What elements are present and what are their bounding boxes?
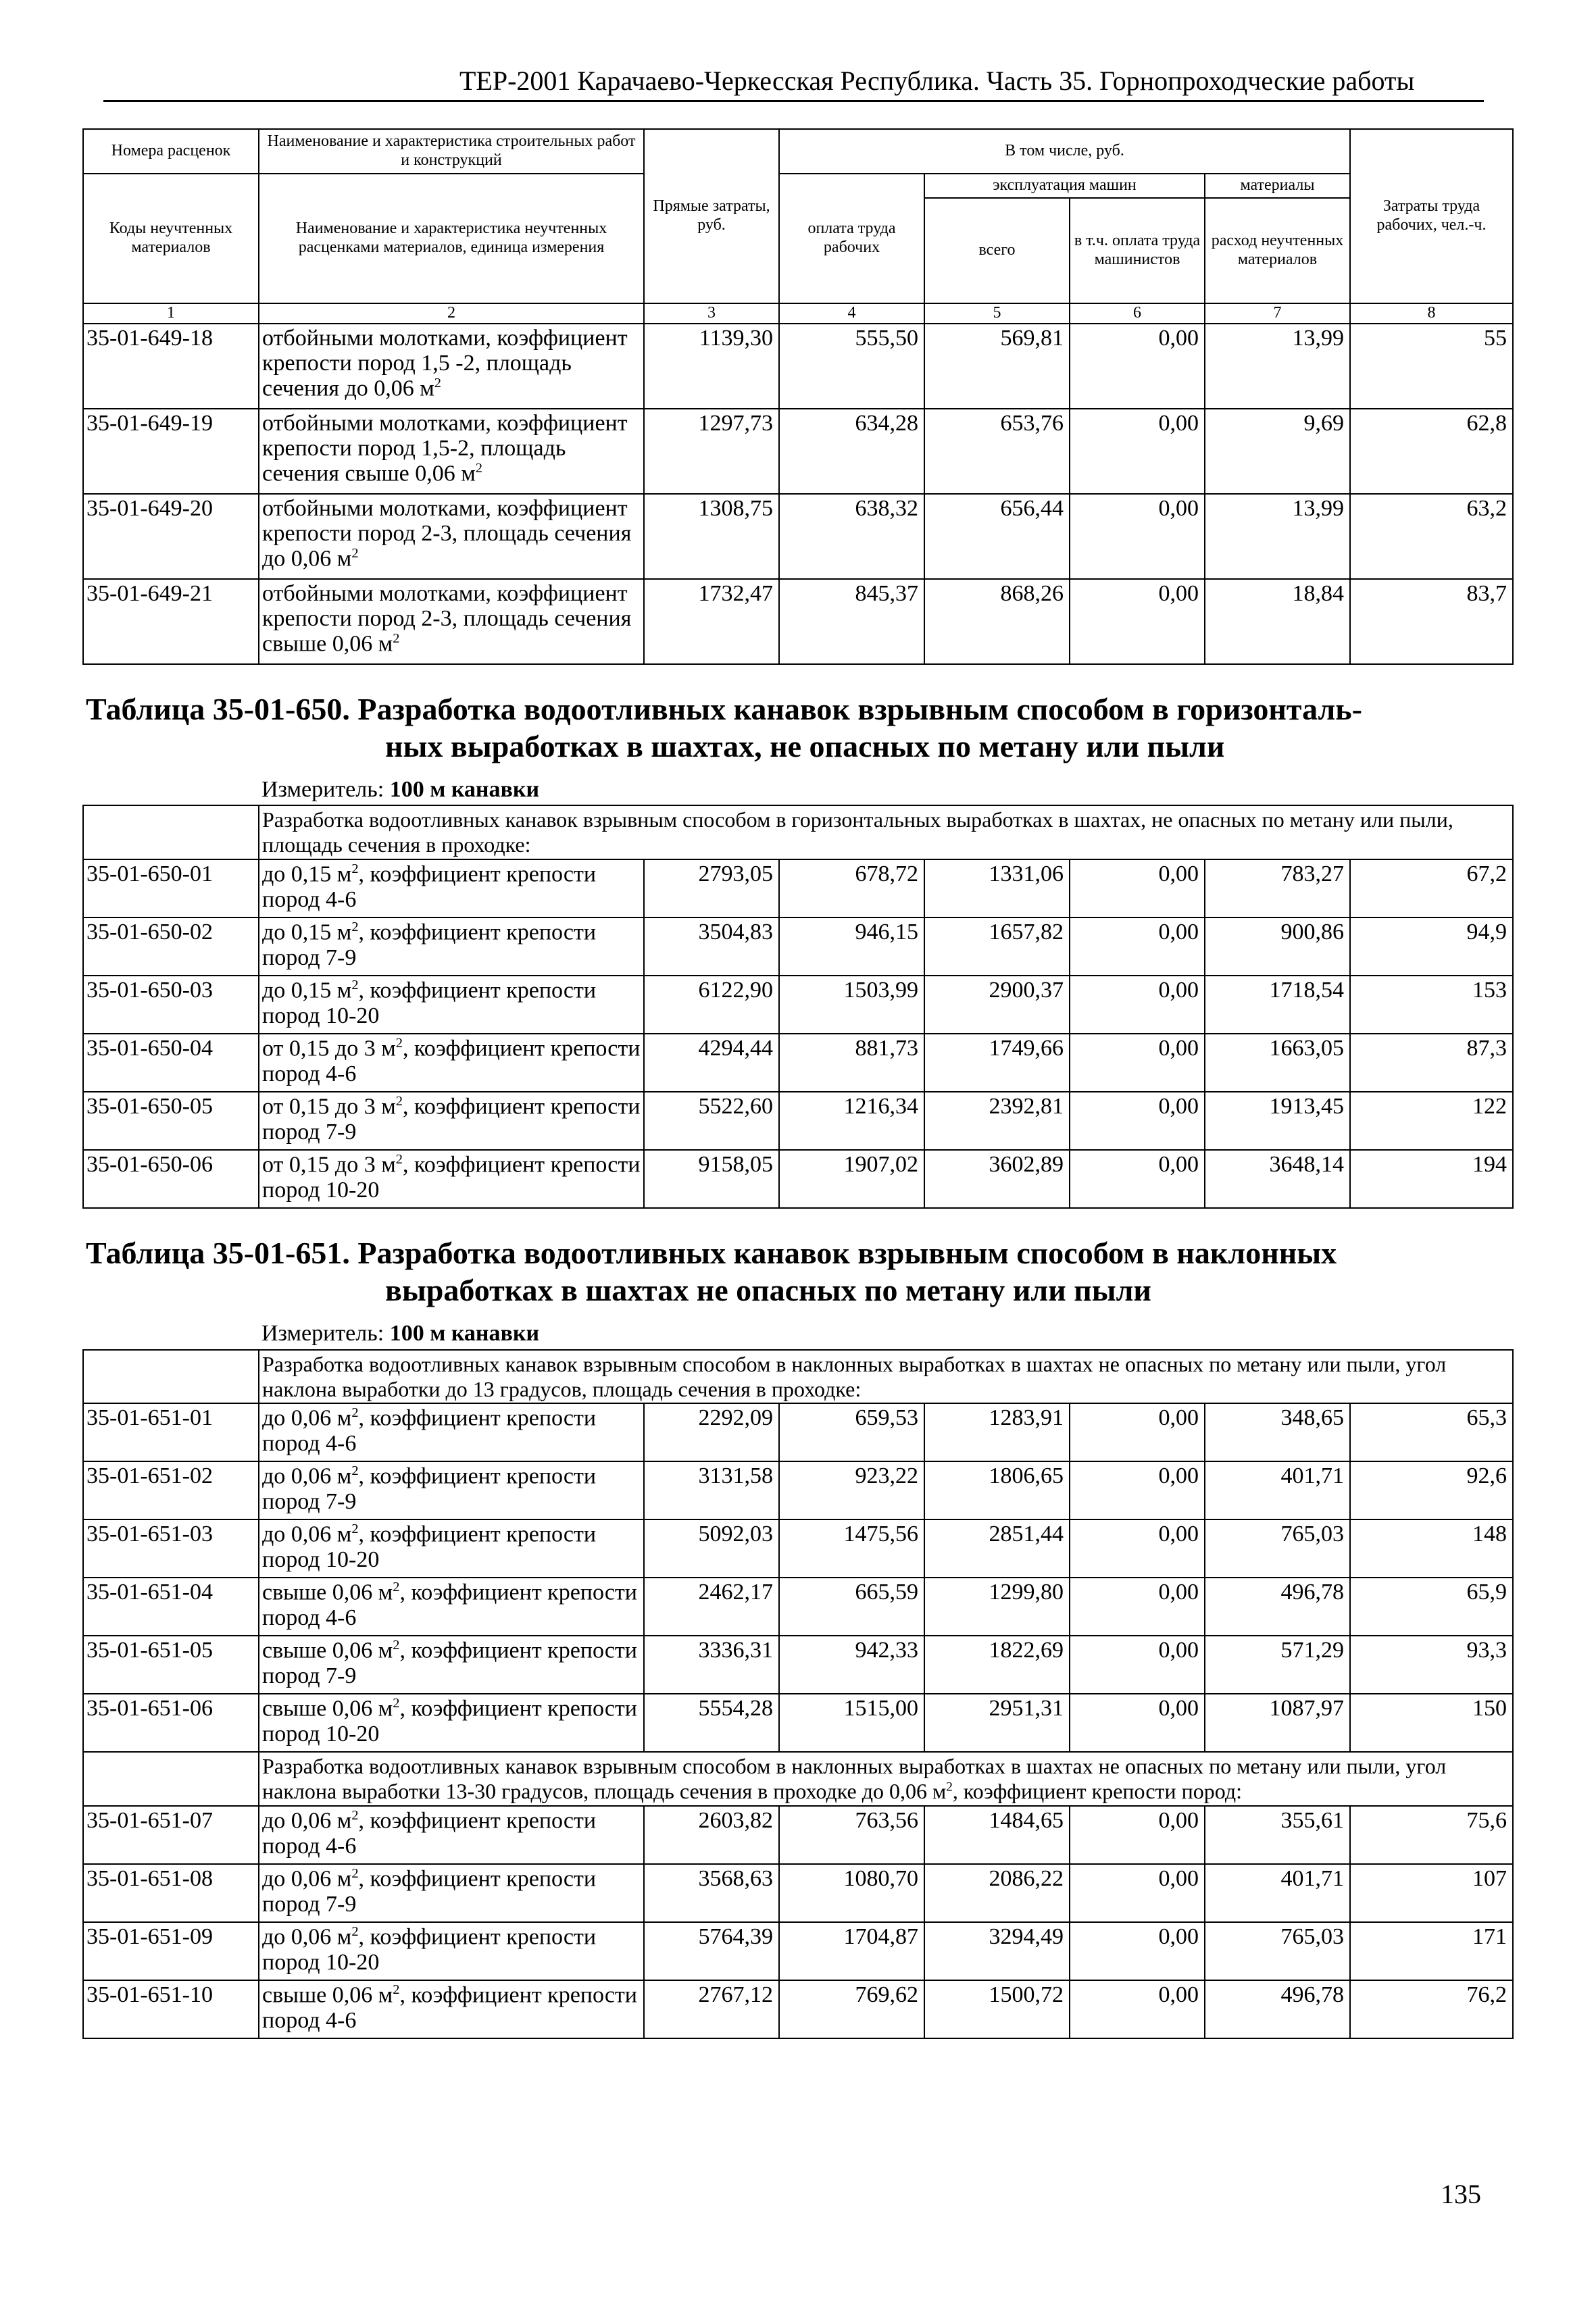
materials-cost: 496,78 bbox=[1205, 1578, 1350, 1636]
spacer bbox=[83, 664, 1513, 677]
wages-cost: 634,28 bbox=[779, 409, 924, 494]
col-header-materials: материалы bbox=[1205, 174, 1350, 198]
machines-cost: 1657,82 bbox=[924, 917, 1070, 976]
labor-hours: 153 bbox=[1350, 976, 1513, 1034]
col-number: 1 bbox=[83, 303, 259, 324]
machinist-wages: 0,00 bbox=[1070, 1519, 1205, 1578]
machinist-wages: 0,00 bbox=[1070, 1461, 1205, 1519]
machines-cost: 1299,80 bbox=[924, 1578, 1070, 1636]
labor-hours: 55 bbox=[1350, 324, 1513, 409]
direct-cost: 5554,28 bbox=[644, 1694, 779, 1752]
table-651-caption bbox=[83, 1208, 1513, 1403]
rate-name: отбойными молотками, коэффициент крепости пород 1,5 -2, площадь сечения до 0,06 $м^2$ bbox=[259, 324, 644, 409]
labor-hours: 62,8 bbox=[1350, 409, 1513, 494]
col-number: 5 bbox=[924, 303, 1070, 324]
table-row bbox=[83, 1864, 1513, 1922]
labor-hours: 148 bbox=[1350, 1519, 1513, 1578]
spacer bbox=[83, 1208, 1513, 1221]
measure-label: Измеритель: bbox=[261, 1321, 384, 1347]
materials-cost: 765,03 bbox=[1205, 1519, 1350, 1578]
machinist-wages: 0,00 bbox=[1070, 1092, 1205, 1150]
machinist-wages: 0,00 bbox=[1070, 579, 1205, 664]
machinist-wages: 0,00 bbox=[1070, 1578, 1205, 1636]
table-651-title bbox=[83, 1221, 1513, 1309]
labor-hours: 107 bbox=[1350, 1864, 1513, 1922]
rate-code: 35-01-649-19 bbox=[83, 409, 259, 494]
direct-cost: 1297,73 bbox=[644, 409, 779, 494]
materials-cost: 765,03 bbox=[1205, 1922, 1350, 1980]
rate-name: свыше 0,06 $м^2$, коэффициент крепости пород 10-20 bbox=[259, 1694, 644, 1752]
rate-name: до 0,15 $м^2$, коэффициент крепости пород 7-9 bbox=[259, 917, 644, 976]
machines-cost: 868,26 bbox=[924, 579, 1070, 664]
rate-name: свыше 0,06 $м^2$, коэффициент крепости пород 7-9 bbox=[259, 1636, 644, 1694]
table-row bbox=[83, 1150, 1513, 1208]
labor-hours: 83,7 bbox=[1350, 579, 1513, 664]
col-header-unaccounted-materials: расход неучтенных материалов bbox=[1205, 198, 1350, 303]
measure-value: 100 м канавки bbox=[389, 776, 540, 802]
rate-name: от 0,15 до 3 $м^2$, коэффициент крепости пород 10-20 bbox=[259, 1150, 644, 1208]
materials-cost: 571,29 bbox=[1205, 1636, 1350, 1694]
wages-cost: 555,50 bbox=[779, 324, 924, 409]
col-number: 3 bbox=[644, 303, 779, 324]
table-row bbox=[83, 859, 1513, 917]
machinist-wages: 0,00 bbox=[1070, 324, 1205, 409]
machinist-wages: 0,00 bbox=[1070, 1694, 1205, 1752]
col-header-name: Наименование и характеристика строительных работ и конструкций bbox=[259, 129, 644, 174]
table-row bbox=[83, 1403, 1513, 1461]
rate-name: от 0,15 до 3 $м^2$, коэффициент крепости пород 4-6 bbox=[259, 1034, 644, 1092]
labor-hours: 92,6 bbox=[1350, 1461, 1513, 1519]
labor-hours: 194 bbox=[1350, 1150, 1513, 1208]
machines-cost: 1331,06 bbox=[924, 859, 1070, 917]
table-651-title-line2: выработках в шахтах не опасных по метану или пыли bbox=[385, 1273, 1151, 1308]
machinist-wages: 0,00 bbox=[1070, 976, 1205, 1034]
col-header-including: В том числе, руб. bbox=[779, 129, 1350, 174]
machinist-wages: 0,00 bbox=[1070, 1034, 1205, 1092]
col-header-wages: оплата труда рабочих bbox=[779, 174, 924, 303]
direct-cost: 3336,31 bbox=[644, 1636, 779, 1694]
direct-cost: 5092,03 bbox=[644, 1519, 779, 1578]
materials-cost: 1663,05 bbox=[1205, 1034, 1350, 1092]
rate-name: до 0,06 $м^2$, коэффициент крепости пород 10-20 bbox=[259, 1519, 644, 1578]
materials-cost: 13,99 bbox=[1205, 324, 1350, 409]
table-row bbox=[83, 1980, 1513, 2038]
machines-cost: 2392,81 bbox=[924, 1092, 1070, 1150]
wages-cost: 881,73 bbox=[779, 1034, 924, 1092]
rate-code: 35-01-650-04 bbox=[83, 1034, 259, 1092]
rate-code: 35-01-651-01 bbox=[83, 1403, 259, 1461]
table-row bbox=[83, 1578, 1513, 1636]
table-row bbox=[83, 1694, 1513, 1752]
rate-code: 35-01-650-02 bbox=[83, 917, 259, 976]
rate-code: 35-01-651-09 bbox=[83, 1922, 259, 1980]
machinist-wages: 0,00 bbox=[1070, 1922, 1205, 1980]
wages-cost: 1704,87 bbox=[779, 1922, 924, 1980]
rate-code: 35-01-651-05 bbox=[83, 1636, 259, 1694]
col-header-machinist-wages: в т.ч. оплата труда машинистов bbox=[1070, 198, 1205, 303]
machinist-wages: 0,00 bbox=[1070, 917, 1205, 976]
table-row bbox=[83, 1636, 1513, 1694]
rate-name: до 0,06 $м^2$, коэффициент крепости пород 10-20 bbox=[259, 1922, 644, 1980]
machines-cost: 1283,91 bbox=[924, 1403, 1070, 1461]
group-code-cell bbox=[83, 1350, 259, 1404]
rate-name: до 0,06 $м^2$, коэффициент крепости пород 7-9 bbox=[259, 1461, 644, 1519]
labor-hours: 67,2 bbox=[1350, 859, 1513, 917]
table-row bbox=[83, 1922, 1513, 1980]
block-649 bbox=[83, 324, 1513, 664]
page-header-title: ТЕР-2001 Карачаево-Черкесская Республика. Часть 35. Горнопроходческие работы bbox=[459, 66, 1415, 96]
machines-cost: 653,76 bbox=[924, 409, 1070, 494]
table-row bbox=[83, 1092, 1513, 1150]
page-number: 135 bbox=[1441, 2179, 1481, 2209]
rate-code: 35-01-651-10 bbox=[83, 1980, 259, 2038]
machines-cost: 2951,31 bbox=[924, 1694, 1070, 1752]
direct-cost: 1139,30 bbox=[644, 324, 779, 409]
col-header-material-names: Наименование и характеристика неучтенных расценками материалов, единица измерения bbox=[259, 174, 644, 303]
direct-cost: 3131,58 bbox=[644, 1461, 779, 1519]
rate-code: 35-01-651-06 bbox=[83, 1694, 259, 1752]
col-header-codes: Номера расценок bbox=[83, 129, 259, 174]
materials-cost: 401,71 bbox=[1205, 1461, 1350, 1519]
direct-cost: 4294,44 bbox=[644, 1034, 779, 1092]
col-number: 2 bbox=[259, 303, 644, 324]
direct-cost: 2793,05 bbox=[644, 859, 779, 917]
labor-hours: 65,9 bbox=[1350, 1578, 1513, 1636]
col-number: 8 bbox=[1350, 303, 1513, 324]
table-651-group2: Разработка водоотливных канавок взрывным способом в наклонных выработках в шахтах не опасных по метану или пыли, угол наклона выработки 13-30 градусов, площадь сечения в проходке до 0,06 $м^2$, коэффициент крепости пород: bbox=[259, 1752, 1513, 1806]
table-row bbox=[83, 1034, 1513, 1092]
machinist-wages: 0,00 bbox=[1070, 1864, 1205, 1922]
direct-cost: 5522,60 bbox=[644, 1092, 779, 1150]
wages-cost: 665,59 bbox=[779, 1578, 924, 1636]
rate-code: 35-01-650-03 bbox=[83, 976, 259, 1034]
table-row bbox=[83, 409, 1513, 494]
wages-cost: 946,15 bbox=[779, 917, 924, 976]
block-651-part2 bbox=[83, 1806, 1513, 2038]
rate-name: отбойными молотками, коэффициент крепости пород 2-3, площадь сечения до 0,06 $м^2$ bbox=[259, 494, 644, 579]
wages-cost: 1907,02 bbox=[779, 1150, 924, 1208]
rate-name: до 0,06 $м^2$, коэффициент крепости пород 4-6 bbox=[259, 1806, 644, 1864]
machinist-wages: 0,00 bbox=[1070, 1806, 1205, 1864]
rate-name: от 0,15 до 3 $м^2$, коэффициент крепости пород 7-9 bbox=[259, 1092, 644, 1150]
wages-cost: 942,33 bbox=[779, 1636, 924, 1694]
wages-cost: 769,62 bbox=[779, 1980, 924, 2038]
rate-code: 35-01-650-06 bbox=[83, 1150, 259, 1208]
rates-table bbox=[82, 128, 1514, 2039]
table-651-measure bbox=[83, 1309, 1513, 1349]
direct-cost: 2462,17 bbox=[644, 1578, 779, 1636]
direct-cost: 6122,90 bbox=[644, 976, 779, 1034]
wages-cost: 1216,34 bbox=[779, 1092, 924, 1150]
direct-cost: 1308,75 bbox=[644, 494, 779, 579]
rate-name: до 0,06 $м^2$, коэффициент крепости пород 7-9 bbox=[259, 1864, 644, 1922]
machines-cost: 1822,69 bbox=[924, 1636, 1070, 1694]
machines-cost: 3294,49 bbox=[924, 1922, 1070, 1980]
machinist-wages: 0,00 bbox=[1070, 1980, 1205, 2038]
col-number: 4 bbox=[779, 303, 924, 324]
machinist-wages: 0,00 bbox=[1070, 409, 1205, 494]
rate-name: свыше 0,06 $м^2$, коэффициент крепости пород 4-6 bbox=[259, 1578, 644, 1636]
materials-cost: 1087,97 bbox=[1205, 1694, 1350, 1752]
col-number: 6 bbox=[1070, 303, 1205, 324]
rate-code: 35-01-649-20 bbox=[83, 494, 259, 579]
table-650-title bbox=[83, 677, 1513, 765]
rate-code: 35-01-651-03 bbox=[83, 1519, 259, 1578]
direct-cost: 2603,82 bbox=[644, 1806, 779, 1864]
machines-cost: 656,44 bbox=[924, 494, 1070, 579]
labor-hours: 171 bbox=[1350, 1922, 1513, 1980]
header-rule bbox=[103, 100, 1484, 102]
table-651-heading bbox=[83, 1221, 1513, 1350]
machinist-wages: 0,00 bbox=[1070, 1403, 1205, 1461]
machines-cost: 569,81 bbox=[924, 324, 1070, 409]
table-row bbox=[83, 324, 1513, 409]
col-header-material-codes: Коды неучтенных материалов bbox=[83, 174, 259, 303]
wages-cost: 845,37 bbox=[779, 579, 924, 664]
machinist-wages: 0,00 bbox=[1070, 1150, 1205, 1208]
machinist-wages: 0,00 bbox=[1070, 859, 1205, 917]
rate-code: 35-01-650-05 bbox=[83, 1092, 259, 1150]
wages-cost: 678,72 bbox=[779, 859, 924, 917]
direct-cost: 1732,47 bbox=[644, 579, 779, 664]
materials-cost: 3648,14 bbox=[1205, 1150, 1350, 1208]
direct-cost: 2292,09 bbox=[644, 1403, 779, 1461]
table-651-group2-wrap bbox=[83, 1752, 1513, 1806]
rate-name: отбойными молотками, коэффициент крепости пород 1,5-2, площадь сечения свыше 0,06 $м^2$ bbox=[259, 409, 644, 494]
rate-code: 35-01-651-07 bbox=[83, 1806, 259, 1864]
wages-cost: 638,32 bbox=[779, 494, 924, 579]
materials-cost: 401,71 bbox=[1205, 1864, 1350, 1922]
wages-cost: 1515,00 bbox=[779, 1694, 924, 1752]
block-650 bbox=[83, 859, 1513, 1208]
materials-cost: 1718,54 bbox=[1205, 976, 1350, 1034]
labor-hours: 87,3 bbox=[1350, 1034, 1513, 1092]
materials-cost: 1913,45 bbox=[1205, 1092, 1350, 1150]
table-650-measure bbox=[83, 765, 1513, 805]
rate-code: 35-01-651-02 bbox=[83, 1461, 259, 1519]
rate-name: до 0,06 $м^2$, коэффициент крепости пород 4-6 bbox=[259, 1403, 644, 1461]
col-header-direct: Прямые затраты, руб. bbox=[644, 129, 779, 303]
measure-value: 100 м канавки bbox=[389, 1321, 540, 1347]
labor-hours: 93,3 bbox=[1350, 1636, 1513, 1694]
group-code-cell bbox=[83, 1752, 259, 1806]
machines-cost: 2086,22 bbox=[924, 1864, 1070, 1922]
rate-name: отбойными молотками, коэффициент крепости пород 2-3, площадь сечения свыше 0,06 $м^2$ bbox=[259, 579, 644, 664]
labor-hours: 150 bbox=[1350, 1694, 1513, 1752]
table-row bbox=[83, 579, 1513, 664]
machines-cost: 1500,72 bbox=[924, 1980, 1070, 2038]
direct-cost: 5764,39 bbox=[644, 1922, 779, 1980]
table-650-heading bbox=[83, 677, 1513, 806]
direct-cost: 9158,05 bbox=[644, 1150, 779, 1208]
col-number: 7 bbox=[1205, 303, 1350, 324]
wages-cost: 923,22 bbox=[779, 1461, 924, 1519]
table-row bbox=[83, 917, 1513, 976]
wages-cost: 1503,99 bbox=[779, 976, 924, 1034]
table-651-group1: Разработка водоотливных канавок взрывным способом в наклонных выработках в шахтах не опасных по метану или пыли, угол наклона выработки до 13 градусов, площадь сечения в проходке: bbox=[259, 1350, 1513, 1404]
machines-cost: 1484,65 bbox=[924, 1806, 1070, 1864]
machines-cost: 1749,66 bbox=[924, 1034, 1070, 1092]
machines-cost: 2851,44 bbox=[924, 1519, 1070, 1578]
block-651-part1 bbox=[83, 1403, 1513, 1752]
materials-cost: 783,27 bbox=[1205, 859, 1350, 917]
materials-cost: 900,86 bbox=[1205, 917, 1350, 976]
labor-hours: 65,3 bbox=[1350, 1403, 1513, 1461]
rate-code: 35-01-651-04 bbox=[83, 1578, 259, 1636]
materials-cost: 18,84 bbox=[1205, 579, 1350, 664]
materials-cost: 9,69 bbox=[1205, 409, 1350, 494]
col-header-machines: эксплуатация машин bbox=[924, 174, 1205, 198]
rate-code: 35-01-650-01 bbox=[83, 859, 259, 917]
wages-cost: 1080,70 bbox=[779, 1864, 924, 1922]
machines-cost: 2900,37 bbox=[924, 976, 1070, 1034]
table-row bbox=[83, 1461, 1513, 1519]
machines-cost: 1806,65 bbox=[924, 1461, 1070, 1519]
direct-cost: 3568,63 bbox=[644, 1864, 779, 1922]
rate-code: 35-01-651-08 bbox=[83, 1864, 259, 1922]
table-row bbox=[83, 1519, 1513, 1578]
col-header-machines-total: всего bbox=[924, 198, 1070, 303]
direct-cost: 2767,12 bbox=[644, 1980, 779, 2038]
table-650-caption bbox=[83, 664, 1513, 859]
table-row bbox=[83, 976, 1513, 1034]
wages-cost: 763,56 bbox=[779, 1806, 924, 1864]
materials-cost: 348,65 bbox=[1205, 1403, 1350, 1461]
labor-hours: 94,9 bbox=[1350, 917, 1513, 976]
rate-code: 35-01-649-21 bbox=[83, 579, 259, 664]
measure-label: Измеритель: bbox=[261, 776, 384, 802]
labor-hours: 63,2 bbox=[1350, 494, 1513, 579]
table-651-title-line1: Таблица 35-01-651. Разработка водоотливных канавок взрывным способом в наклонных bbox=[86, 1235, 1337, 1270]
rate-code: 35-01-649-18 bbox=[83, 324, 259, 409]
machinist-wages: 0,00 bbox=[1070, 494, 1205, 579]
rate-name: свыше 0,06 $м^2$, коэффициент крепости пород 4-6 bbox=[259, 1980, 644, 2038]
table-650-group: Разработка водоотливных канавок взрывным способом в горизонтальных выработках в шахтах, не опасных по метану или пыли, площадь сечения в проходке: bbox=[259, 805, 1513, 859]
group-code-cell bbox=[83, 805, 259, 859]
direct-cost: 3504,83 bbox=[644, 917, 779, 976]
table-650-title-line2: ных выработках в шахтах, не опасных по метану или пыли bbox=[385, 728, 1225, 763]
materials-cost: 13,99 bbox=[1205, 494, 1350, 579]
col-header-labor: Затраты труда рабочих, чел.-ч. bbox=[1350, 129, 1513, 303]
labor-hours: 76,2 bbox=[1350, 1980, 1513, 2038]
labor-hours: 75,6 bbox=[1350, 1806, 1513, 1864]
materials-cost: 496,78 bbox=[1205, 1980, 1350, 2038]
machines-cost: 3602,89 bbox=[924, 1150, 1070, 1208]
table-650-title-line1: Таблица 35-01-650. Разработка водоотливных канавок взрывным способом в горизонталь- bbox=[86, 691, 1362, 726]
rate-name: до 0,15 $м^2$, коэффициент крепости пород 4-6 bbox=[259, 859, 644, 917]
wages-cost: 1475,56 bbox=[779, 1519, 924, 1578]
table-row bbox=[83, 1806, 1513, 1864]
wages-cost: 659,53 bbox=[779, 1403, 924, 1461]
machinist-wages: 0,00 bbox=[1070, 1636, 1205, 1694]
table-row bbox=[83, 494, 1513, 579]
materials-cost: 355,61 bbox=[1205, 1806, 1350, 1864]
rate-name: до 0,15 $м^2$, коэффициент крепости пород 10-20 bbox=[259, 976, 644, 1034]
labor-hours: 122 bbox=[1350, 1092, 1513, 1150]
table-header bbox=[83, 129, 1513, 324]
